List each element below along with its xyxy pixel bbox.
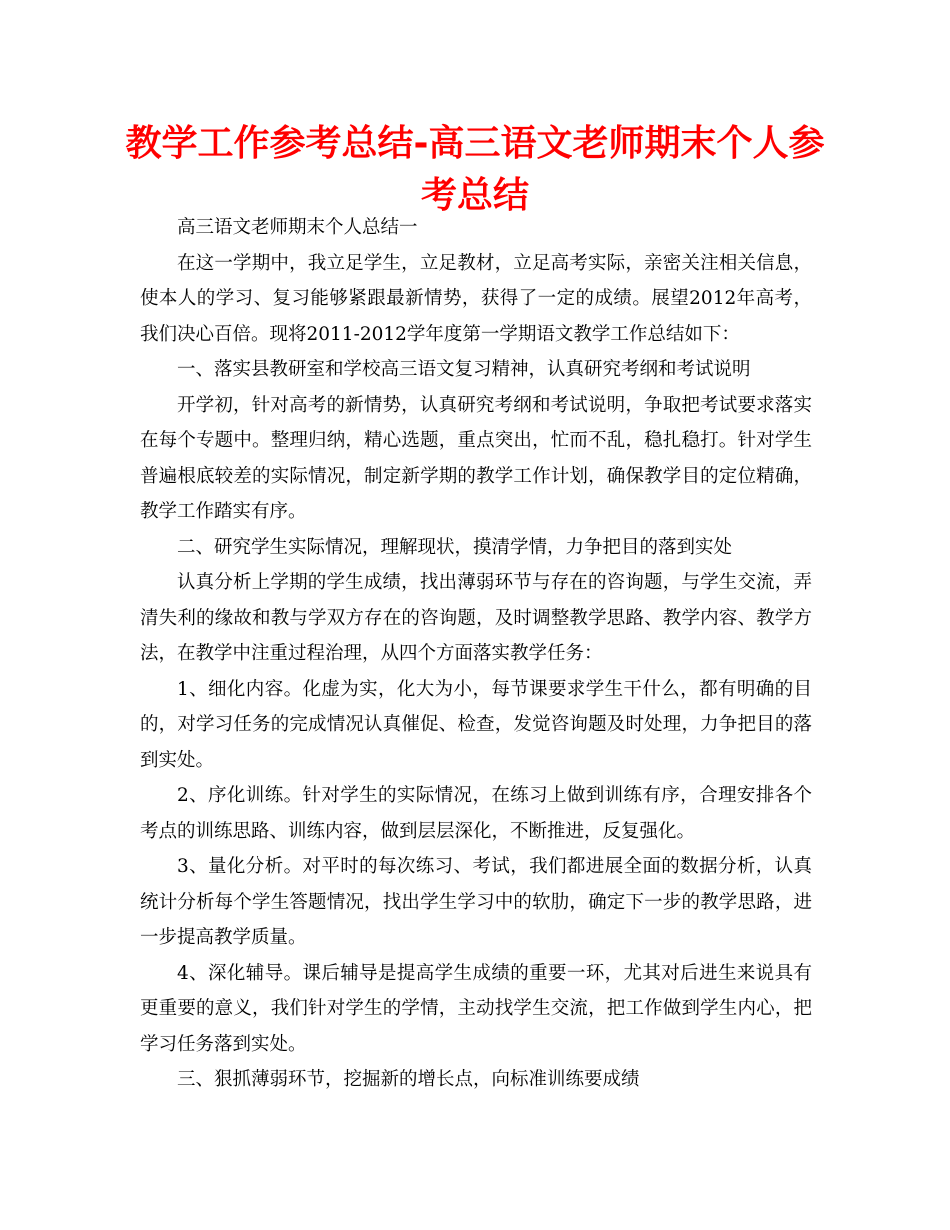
section-heading: 二、研究学生实际情况，理解现状，摸清学情，力争把目的落到实处 [177,536,733,558]
list-item-paragraph: 4、深化辅导。课后辅导是提高学生成绩的重要一环，尤其对后进生来说具有更重要的意义，我们针对学生的学情，主动找学生交流，把工作做到学生内心，把学习任务落到实处。 [140,962,812,1055]
section-heading: 一、落实县教研室和学校高三语文复习精神，认真研究考纲和考试说明 [177,359,751,380]
body-paragraph: 开学初，针对高考的新情势，认真研究考纲和考试说明，争取把考试要求落实在每个专题中。整理归纳，精心选题，重点突出，忙而不乱，稳扎稳打。针对学生普遍根底较差的实际情况，制定新学期的教学工作计划，确保教学目的定位精确，教学工作踏实有序。 [140,394,812,522]
body-paragraph: 认真分析上学期的学生成绩，找出薄弱环节与存在的咨询题，与学生交流，弄清失利的缘故和教与学双方存在的咨询题，及时调整教学思路、教学内容、教学方法，在教学中注重过程治理，从四个方面落实教学任务： [140,572,812,664]
document-body [140,210,812,1098]
document-title: 教学工作参考总结-高三语文老师期末个人参考总结 [125,123,825,216]
list-item-paragraph: 2、序化训练。针对学生的实际情况，在练习上做到训练有序，合理安排各个考点的训练思路、训练内容，做到层层深化，不断推进，反复强化。 [140,785,812,842]
section-heading: 高三语文老师期末个人总结一 [177,217,418,238]
body-paragraph: 在这一学期中，我立足学生，立足教材，立足高考实际，亲密关注相关信息，使本人的学习、复习能够紧跟最新情势，获得了一定的成绩。展望2012年高考，我们决心百倍。现将2011-2012学年度第一学期语文教学工作总结如下： [140,252,812,345]
section-heading: 三、狠抓薄弱环节，挖掘新的增长点，向标准训练要成绩 [177,1069,640,1090]
list-item-paragraph: 1、细化内容。化虚为实，化大为小，每节课要求学生干什么，都有明确的目的，对学习任务的完成情况认真催促、检查，发觉咨询题及时处理，力争把目的落到实处。 [140,678,812,771]
list-item-paragraph: 3、量化分析。对平时的每次练习、考试，我们都进展全面的数据分析，认真统计分析每个学生答题情况，找出学生学习中的软肋，确定下一步的教学思路，进一步提高教学质量。 [140,856,812,948]
